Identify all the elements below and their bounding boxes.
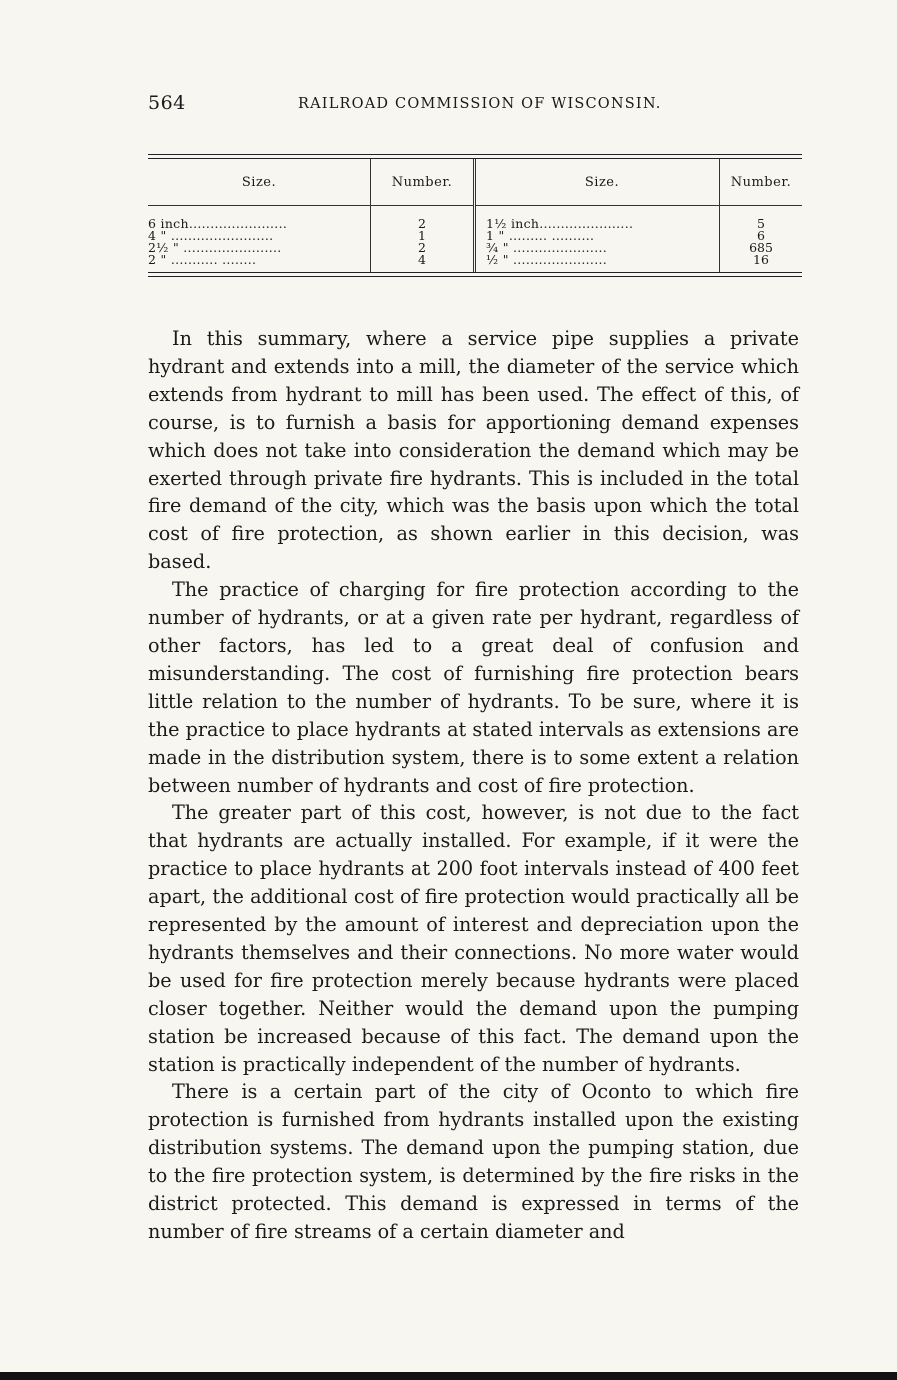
- cell-number-left: 2: [371, 206, 475, 231]
- paragraph: The practice of charging for fire protection according to the number of hydrants, or at a given rate per hydrant, regardless of other factors, has led to a great deal of confusion and misunderstanding. The cost of furnishing fire protection bears little relation to the number of hydrants. To be sure, where it is the practice to place hydrants at stated intervals as extensions are made in the distribution system, there is to some extent a relation between number of hydrants and cost of fire protection.: [148, 578, 799, 797]
- table-row: [148, 206, 802, 231]
- cell-number-right: 6: [720, 230, 803, 242]
- page-number: 564: [148, 92, 186, 114]
- header-size-left: Size.: [148, 159, 371, 206]
- cell-size-left: 4 " ........................: [148, 228, 274, 243]
- size-number-table: [148, 159, 802, 272]
- cell-size-left: 6 inch.......................: [148, 216, 288, 231]
- cell-number-right: 16: [720, 254, 803, 272]
- paragraph: The greater part of this cost, however, is not due to the fact that hydrants are actually installed. For example, if it were the practice to place hydrants at 200 foot intervals instead of 400 feet apart, the additional cost of fire protection would practically all be represented by the amount of interest and depreciation upon the hydrants themselves and their connections. No more water would be used for fire protection merely because hydrants were placed closer together. Neither would the demand upon the pumping station be increased because of this fact. The demand upon the station is practically independent of the number of hydrants.: [148, 801, 799, 1076]
- paragraph: In this summary, where a service pipe supplies a private hydrant and extends into a mill, the diameter of the service which extends from hydrant to mill has been used. The effect of this, of course, is to furnish a basis for apportioning demand expenses which does not take into consideration the demand which may be exerted through private fire hydrants. This is included in the total fire demand of the city, which was the basis upon which the total cost of fire protection, as shown earlier in this decision, was based.: [148, 327, 799, 574]
- page-header: [148, 92, 798, 118]
- paragraph: There is a certain part of the city of Oconto to which fire protection is furnished from hydrants installed upon the existing distribution systems. The demand upon the pumping station, due to the fire protection system, is determined by the fire risks in the district protected. This demand is expressed in terms of the number of fire streams of a certain diameter and: [148, 1080, 799, 1243]
- header-size-right: Size.: [475, 159, 720, 206]
- cell-size-left: 2 " ........... ........: [148, 252, 257, 267]
- cell-number-left: 4: [371, 254, 475, 272]
- header-number-right: Number.: [720, 159, 803, 206]
- scan-edge: [0, 1372, 897, 1380]
- table-header-row: [148, 159, 802, 206]
- body-text: [148, 325, 799, 1246]
- cell-number-left: 1: [371, 230, 475, 242]
- table-row: [148, 254, 802, 272]
- cell-size-right: 1½ inch......................: [486, 216, 634, 231]
- cell-number-right: 5: [720, 206, 803, 231]
- cell-size-right: ½ " ......................: [486, 252, 608, 267]
- cell-number-right: 685: [720, 242, 803, 254]
- cell-size-right: ¾ " ......................: [486, 240, 608, 255]
- hydrant-size-table: [148, 154, 802, 277]
- cell-size-left: 2½ " .......................: [148, 240, 282, 255]
- running-title: RAILROAD COMMISSION OF WISCONSIN.: [298, 96, 662, 112]
- header-number-left: Number.: [371, 159, 475, 206]
- cell-number-left: 2: [371, 242, 475, 254]
- cell-size-right: 1 " ......... ..........: [486, 228, 595, 243]
- table-bottom-rule: [148, 272, 802, 277]
